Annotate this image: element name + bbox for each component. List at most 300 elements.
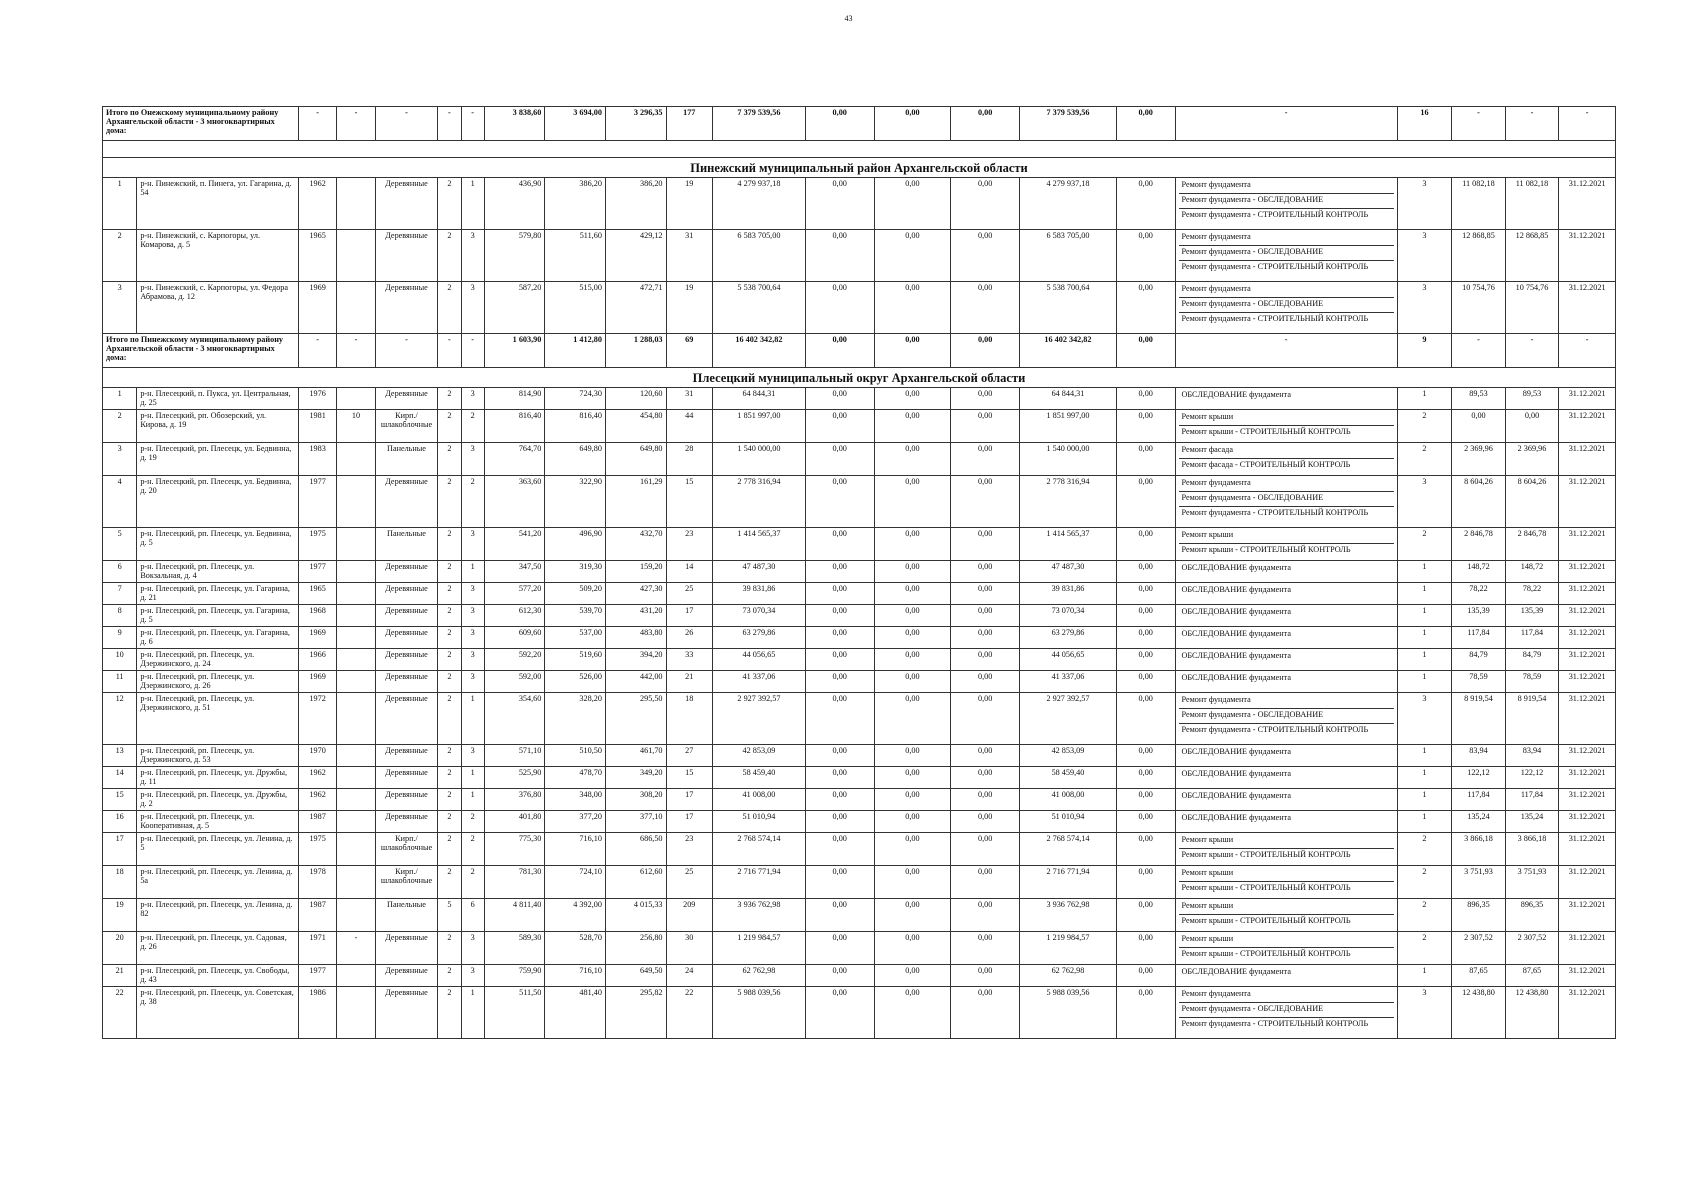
row-unit-cost: 11 082,18 bbox=[1452, 178, 1506, 230]
work-item: Ремонт фундамента - ОБСЛЕДОВАНИЕ bbox=[1179, 492, 1394, 507]
row-cost-other: 0,00 bbox=[1116, 932, 1175, 965]
page-number: 43 bbox=[844, 14, 853, 23]
row-cost-other: 0,00 bbox=[1116, 866, 1175, 899]
row-cost-other: 0,00 bbox=[1116, 230, 1175, 282]
row-works-count: 1 bbox=[1397, 388, 1452, 410]
row-cost-municipal: 0,00 bbox=[951, 767, 1020, 789]
row-cost-regional: 0,00 bbox=[874, 528, 951, 561]
row-year-built: 1976 bbox=[298, 388, 336, 410]
row-residents: 33 bbox=[666, 649, 712, 671]
row-works-count: 3 bbox=[1397, 230, 1452, 282]
row-residents: 21 bbox=[666, 671, 712, 693]
row-year-built: 1986 bbox=[298, 987, 336, 1039]
row-cost-total: 1 219 984,57 bbox=[712, 932, 805, 965]
row-floors: 2 bbox=[438, 178, 461, 230]
row-entrances: 3 bbox=[461, 605, 484, 627]
row-unit-cost: 89,53 bbox=[1452, 388, 1506, 410]
row-works-count: 1 bbox=[1397, 811, 1452, 833]
row-area-total: 354,60 bbox=[484, 693, 545, 745]
row-completion-date: 31.12.2021 bbox=[1559, 866, 1616, 899]
row-cost-total: 6 583 705,00 bbox=[712, 230, 805, 282]
row-address: р-н. Плесецкий, рп. Плесецк, ул. Вокзальная, д. 4 bbox=[137, 561, 299, 583]
row-area-premises: 528,70 bbox=[545, 932, 606, 965]
row-unit-cost-limit: 78,59 bbox=[1505, 671, 1559, 693]
work-item: Ремонт фундамента - СТРОИТЕЛЬНЫЙ КОНТРОЛЬ bbox=[1181, 314, 1369, 323]
row-number: 7 bbox=[103, 583, 137, 605]
row-number: 19 bbox=[103, 899, 137, 932]
row-entrances: 1 bbox=[461, 693, 484, 745]
register-body bbox=[103, 107, 1616, 1039]
row-floors: 2 bbox=[438, 767, 461, 789]
row-unit-cost-limit: 896,35 bbox=[1505, 899, 1559, 932]
row-cost-regional: 0,00 bbox=[874, 583, 951, 605]
total-cost: 16 402 342,82 bbox=[712, 334, 805, 368]
row-floors: 2 bbox=[438, 649, 461, 671]
row-residents: 27 bbox=[666, 745, 712, 767]
row-unit-cost: 135,24 bbox=[1452, 811, 1506, 833]
row-works-count: 1 bbox=[1397, 767, 1452, 789]
row-area-total: 347,50 bbox=[484, 561, 545, 583]
work-item: ОБСЛЕДОВАНИЕ фундамента bbox=[1181, 390, 1291, 399]
row-floors: 2 bbox=[438, 833, 461, 866]
table-row bbox=[103, 767, 1616, 789]
row-area-total: 589,30 bbox=[484, 932, 545, 965]
row-cost-municipal: 0,00 bbox=[951, 410, 1020, 443]
work-item: ОБСЛЕДОВАНИЕ фундамента bbox=[1181, 629, 1291, 638]
row-entrances: 6 bbox=[461, 899, 484, 932]
row-cost-owners: 58 459,40 bbox=[1019, 767, 1116, 789]
row-floors: 2 bbox=[438, 987, 461, 1039]
total-area: 3 838,60 bbox=[484, 107, 545, 141]
row-number: 3 bbox=[103, 282, 137, 334]
row-cost-regional: 0,00 bbox=[874, 987, 951, 1039]
row-floors: 2 bbox=[438, 811, 461, 833]
total-dash: - bbox=[461, 107, 484, 141]
row-floors: 2 bbox=[438, 671, 461, 693]
work-item: Ремонт фундамента bbox=[1179, 231, 1394, 246]
row-number: 20 bbox=[103, 932, 137, 965]
row-cost-owners: 62 762,98 bbox=[1019, 965, 1116, 987]
row-unit-cost-limit: 10 754,76 bbox=[1505, 282, 1559, 334]
row-unit-cost: 12 438,80 bbox=[1452, 987, 1506, 1039]
section-title: Плесецкий муниципальный округ Архангельской области bbox=[103, 368, 1616, 388]
row-cost-owners: 64 844,31 bbox=[1019, 388, 1116, 410]
row-area-total: 592,20 bbox=[484, 649, 545, 671]
row-unit-cost: 896,35 bbox=[1452, 899, 1506, 932]
row-cost-owners: 6 583 705,00 bbox=[1019, 230, 1116, 282]
row-wall-material: Панельные bbox=[375, 443, 438, 476]
row-residents: 209 bbox=[666, 899, 712, 932]
row-area-residential: 429,12 bbox=[605, 230, 666, 282]
row-unit-cost-limit: 11 082,18 bbox=[1505, 178, 1559, 230]
row-works bbox=[1175, 410, 1397, 443]
row-year-overhaul bbox=[337, 811, 375, 833]
row-area-premises: 816,40 bbox=[545, 410, 606, 443]
total-label: Итого по Пинежскому муниципальному району Архангельской области - 3 многоквартирных дома: bbox=[103, 334, 299, 368]
row-wall-material: Деревянные bbox=[375, 745, 438, 767]
row-unit-cost-limit: 2 369,96 bbox=[1505, 443, 1559, 476]
row-cost-total: 58 459,40 bbox=[712, 767, 805, 789]
row-year-overhaul bbox=[337, 388, 375, 410]
row-works-count: 1 bbox=[1397, 583, 1452, 605]
table-row bbox=[103, 899, 1616, 932]
work-item: Ремонт крыши bbox=[1179, 900, 1394, 915]
row-works-count: 3 bbox=[1397, 282, 1452, 334]
row-unit-cost: 3 866,18 bbox=[1452, 833, 1506, 866]
row-number: 14 bbox=[103, 767, 137, 789]
row-cost-federal: 0,00 bbox=[805, 965, 874, 987]
row-area-residential: 454,80 bbox=[605, 410, 666, 443]
work-item: Ремонт крыши bbox=[1179, 411, 1394, 426]
row-area-total: 775,30 bbox=[484, 833, 545, 866]
row-area-premises: 716,10 bbox=[545, 965, 606, 987]
row-cost-municipal: 0,00 bbox=[951, 583, 1020, 605]
row-entrances: 3 bbox=[461, 965, 484, 987]
table-row bbox=[103, 528, 1616, 561]
row-unit-cost-limit: 12 438,80 bbox=[1505, 987, 1559, 1039]
row-entrances: 2 bbox=[461, 866, 484, 899]
row-address: р-н. Плесецкий, рп. Плесецк, ул. Дружбы, д. 2 bbox=[137, 789, 299, 811]
row-cost-owners: 2 927 392,57 bbox=[1019, 693, 1116, 745]
row-cost-federal: 0,00 bbox=[805, 745, 874, 767]
row-area-total: 401,80 bbox=[484, 811, 545, 833]
row-works bbox=[1175, 627, 1397, 649]
row-wall-material: Кирп./шлакоблочные bbox=[375, 410, 438, 443]
row-cost-municipal: 0,00 bbox=[951, 789, 1020, 811]
row-cost-municipal: 0,00 bbox=[951, 605, 1020, 627]
row-entrances: 2 bbox=[461, 833, 484, 866]
row-floors: 2 bbox=[438, 965, 461, 987]
row-year-built: 1966 bbox=[298, 649, 336, 671]
row-cost-other: 0,00 bbox=[1116, 693, 1175, 745]
row-address: р-н. Плесецкий, рп. Плесецк, ул. Гагарина, д. 6 bbox=[137, 627, 299, 649]
row-cost-total: 5 538 700,64 bbox=[712, 282, 805, 334]
row-residents: 18 bbox=[666, 693, 712, 745]
work-item: Ремонт фундамента - СТРОИТЕЛЬНЫЙ КОНТРОЛЬ bbox=[1181, 210, 1369, 219]
row-residents: 28 bbox=[666, 443, 712, 476]
row-area-total: 4 811,40 bbox=[484, 899, 545, 932]
row-works-count: 2 bbox=[1397, 410, 1452, 443]
total-area-residential: 3 296,35 bbox=[605, 107, 666, 141]
section-title: Пинежский муниципальный район Архангельской области bbox=[103, 158, 1616, 178]
row-residents: 24 bbox=[666, 965, 712, 987]
row-wall-material: Деревянные bbox=[375, 649, 438, 671]
table-row bbox=[103, 627, 1616, 649]
row-cost-total: 73 070,34 bbox=[712, 605, 805, 627]
row-address: р-н. Плесецкий, рп. Плесецк, ул. Ленина, д. 82 bbox=[137, 899, 299, 932]
row-area-premises: 328,20 bbox=[545, 693, 606, 745]
row-unit-cost: 8 919,54 bbox=[1452, 693, 1506, 745]
row-wall-material: Кирп./шлакоблочные bbox=[375, 866, 438, 899]
row-cost-other: 0,00 bbox=[1116, 583, 1175, 605]
work-item: Ремонт фундамента - ОБСЛЕДОВАНИЕ bbox=[1179, 709, 1394, 724]
total-dash: - bbox=[337, 107, 375, 141]
table-row bbox=[103, 965, 1616, 987]
row-residents: 23 bbox=[666, 528, 712, 561]
row-number: 13 bbox=[103, 745, 137, 767]
row-cost-total: 1 414 565,37 bbox=[712, 528, 805, 561]
table-row bbox=[103, 987, 1616, 1039]
row-cost-owners: 63 279,86 bbox=[1019, 627, 1116, 649]
row-number: 5 bbox=[103, 528, 137, 561]
row-wall-material: Деревянные bbox=[375, 605, 438, 627]
table-row bbox=[103, 230, 1616, 282]
total-area-residential: 1 288,03 bbox=[605, 334, 666, 368]
row-unit-cost-limit: 87,65 bbox=[1505, 965, 1559, 987]
row-works bbox=[1175, 605, 1397, 627]
table-row bbox=[103, 745, 1616, 767]
total-label: Итого по Онежскому муниципальному району Архангельской области - 3 многоквартирных дома: bbox=[103, 107, 299, 141]
row-address: р-н. Плесецкий, рп. Плесецк, ул. Садовая, д. 26 bbox=[137, 932, 299, 965]
row-cost-owners: 1 540 000,00 bbox=[1019, 443, 1116, 476]
row-cost-total: 5 988 039,56 bbox=[712, 987, 805, 1039]
table-row bbox=[103, 388, 1616, 410]
row-entrances: 3 bbox=[461, 282, 484, 334]
row-year-overhaul bbox=[337, 476, 375, 528]
work-item: Ремонт фундамента - СТРОИТЕЛЬНЫЙ КОНТРОЛЬ bbox=[1181, 508, 1369, 517]
work-item: Ремонт фундамента bbox=[1179, 694, 1394, 709]
work-item: Ремонт крыши - СТРОИТЕЛЬНЫЙ КОНТРОЛЬ bbox=[1181, 916, 1351, 925]
row-year-built: 1981 bbox=[298, 410, 336, 443]
row-wall-material: Деревянные bbox=[375, 561, 438, 583]
row-cost-regional: 0,00 bbox=[874, 443, 951, 476]
table-row bbox=[103, 583, 1616, 605]
row-entrances: 3 bbox=[461, 528, 484, 561]
row-year-built: 1968 bbox=[298, 605, 336, 627]
row-cost-regional: 0,00 bbox=[874, 767, 951, 789]
spacer-row bbox=[103, 141, 1616, 158]
total-row bbox=[103, 107, 1616, 141]
row-unit-cost-limit: 135,39 bbox=[1505, 605, 1559, 627]
row-number: 2 bbox=[103, 410, 137, 443]
row-works-count: 1 bbox=[1397, 745, 1452, 767]
row-works bbox=[1175, 833, 1397, 866]
row-area-residential: 377,10 bbox=[605, 811, 666, 833]
total-residents: 69 bbox=[666, 334, 712, 368]
row-address: р-н. Плесецкий, рп. Плесецк, ул. Бедвинна, д. 5 bbox=[137, 528, 299, 561]
row-address: р-н. Плесецкий, рп. Плесецк, ул. Ленина, д. 5а bbox=[137, 866, 299, 899]
row-cost-federal: 0,00 bbox=[805, 987, 874, 1039]
row-works-count: 3 bbox=[1397, 987, 1452, 1039]
row-unit-cost: 3 751,93 bbox=[1452, 866, 1506, 899]
row-address: р-н. Плесецкий, рп. Плесецк, ул. Гагарина, д. 5 bbox=[137, 605, 299, 627]
row-cost-regional: 0,00 bbox=[874, 476, 951, 528]
row-cost-owners: 42 853,09 bbox=[1019, 745, 1116, 767]
row-works bbox=[1175, 987, 1397, 1039]
row-address: р-н. Пинежский, п. Пинега, ул. Гагарина, д. 54 bbox=[137, 178, 299, 230]
row-number: 6 bbox=[103, 561, 137, 583]
row-cost-total: 51 010,94 bbox=[712, 811, 805, 833]
table-row bbox=[103, 476, 1616, 528]
row-residents: 23 bbox=[666, 833, 712, 866]
table-row bbox=[103, 443, 1616, 476]
row-area-premises: 481,40 bbox=[545, 987, 606, 1039]
work-item: ОБСЛЕДОВАНИЕ фундамента bbox=[1181, 673, 1291, 682]
table-row bbox=[103, 932, 1616, 965]
row-area-residential: 427,30 bbox=[605, 583, 666, 605]
row-unit-cost-limit: 3 866,18 bbox=[1505, 833, 1559, 866]
row-cost-other: 0,00 bbox=[1116, 388, 1175, 410]
row-cost-owners: 44 056,65 bbox=[1019, 649, 1116, 671]
work-item: ОБСЛЕДОВАНИЕ фундамента bbox=[1181, 607, 1291, 616]
row-cost-total: 64 844,31 bbox=[712, 388, 805, 410]
row-floors: 2 bbox=[438, 866, 461, 899]
row-entrances: 1 bbox=[461, 987, 484, 1039]
row-unit-cost-limit: 122,12 bbox=[1505, 767, 1559, 789]
row-residents: 17 bbox=[666, 789, 712, 811]
row-address: р-н. Плесецкий, рп. Плесецк, ул. Дзержинского, д. 53 bbox=[137, 745, 299, 767]
row-works-count: 1 bbox=[1397, 561, 1452, 583]
row-area-total: 781,30 bbox=[484, 866, 545, 899]
row-area-premises: 519,60 bbox=[545, 649, 606, 671]
row-completion-date: 31.12.2021 bbox=[1559, 388, 1616, 410]
row-area-premises: 515,00 bbox=[545, 282, 606, 334]
row-works bbox=[1175, 767, 1397, 789]
row-number: 18 bbox=[103, 866, 137, 899]
row-wall-material: Деревянные bbox=[375, 789, 438, 811]
row-unit-cost-limit: 2 846,78 bbox=[1505, 528, 1559, 561]
row-cost-total: 41 008,00 bbox=[712, 789, 805, 811]
row-cost-regional: 0,00 bbox=[874, 965, 951, 987]
work-item: Ремонт фундамента - СТРОИТЕЛЬНЫЙ КОНТРОЛЬ bbox=[1181, 725, 1369, 734]
row-completion-date: 31.12.2021 bbox=[1559, 965, 1616, 987]
row-cost-regional: 0,00 bbox=[874, 178, 951, 230]
row-cost-regional: 0,00 bbox=[874, 789, 951, 811]
row-works bbox=[1175, 443, 1397, 476]
row-unit-cost-limit: 3 751,93 bbox=[1505, 866, 1559, 899]
total-area-premises: 3 694,00 bbox=[545, 107, 606, 141]
row-unit-cost-limit: 84,79 bbox=[1505, 649, 1559, 671]
work-item: Ремонт фасада - СТРОИТЕЛЬНЫЙ КОНТРОЛЬ bbox=[1181, 460, 1351, 469]
row-cost-other: 0,00 bbox=[1116, 627, 1175, 649]
row-area-premises: 537,00 bbox=[545, 627, 606, 649]
row-cost-municipal: 0,00 bbox=[951, 833, 1020, 866]
row-completion-date: 31.12.2021 bbox=[1559, 899, 1616, 932]
row-year-built: 1969 bbox=[298, 282, 336, 334]
row-cost-federal: 0,00 bbox=[805, 811, 874, 833]
total-cost-federal: 0,00 bbox=[805, 334, 874, 368]
row-works-count: 1 bbox=[1397, 605, 1452, 627]
row-year-overhaul: - bbox=[337, 932, 375, 965]
row-completion-date: 31.12.2021 bbox=[1559, 178, 1616, 230]
row-cost-other: 0,00 bbox=[1116, 410, 1175, 443]
row-area-residential: 649,80 bbox=[605, 443, 666, 476]
row-year-built: 1962 bbox=[298, 178, 336, 230]
row-cost-other: 0,00 bbox=[1116, 987, 1175, 1039]
row-unit-cost-limit: 148,72 bbox=[1505, 561, 1559, 583]
row-cost-owners: 41 008,00 bbox=[1019, 789, 1116, 811]
work-item: Ремонт крыши bbox=[1179, 867, 1394, 882]
row-address: р-н. Плесецкий, рп. Плесецк, ул. Дружбы, д. 11 bbox=[137, 767, 299, 789]
row-year-built: 1965 bbox=[298, 230, 336, 282]
row-entrances: 3 bbox=[461, 388, 484, 410]
row-area-total: 592,00 bbox=[484, 671, 545, 693]
row-number: 2 bbox=[103, 230, 137, 282]
row-cost-municipal: 0,00 bbox=[951, 987, 1020, 1039]
row-address: р-н. Плесецкий, рп. Плесецк, ул. Советская, д. 38 bbox=[137, 987, 299, 1039]
row-number: 4 bbox=[103, 476, 137, 528]
total-dash: - bbox=[1505, 107, 1559, 141]
row-area-total: 436,90 bbox=[484, 178, 545, 230]
row-unit-cost-limit: 8 604,26 bbox=[1505, 476, 1559, 528]
row-cost-other: 0,00 bbox=[1116, 443, 1175, 476]
work-item: Ремонт фундамента - ОБСЛЕДОВАНИЕ bbox=[1179, 1003, 1394, 1018]
row-wall-material: Деревянные bbox=[375, 388, 438, 410]
total-dash: - bbox=[461, 334, 484, 368]
table-row bbox=[103, 178, 1616, 230]
row-cost-municipal: 0,00 bbox=[951, 671, 1020, 693]
row-works-count: 2 bbox=[1397, 443, 1452, 476]
row-area-premises: 322,90 bbox=[545, 476, 606, 528]
row-cost-regional: 0,00 bbox=[874, 866, 951, 899]
row-cost-owners: 51 010,94 bbox=[1019, 811, 1116, 833]
table-row bbox=[103, 693, 1616, 745]
row-unit-cost: 87,65 bbox=[1452, 965, 1506, 987]
row-cost-federal: 0,00 bbox=[805, 899, 874, 932]
section-header-row bbox=[103, 158, 1616, 178]
work-item: Ремонт фасада bbox=[1179, 444, 1394, 459]
row-cost-regional: 0,00 bbox=[874, 899, 951, 932]
row-unit-cost-limit: 135,24 bbox=[1505, 811, 1559, 833]
row-unit-cost-limit: 117,84 bbox=[1505, 789, 1559, 811]
row-works bbox=[1175, 811, 1397, 833]
row-floors: 2 bbox=[438, 605, 461, 627]
row-year-overhaul bbox=[337, 583, 375, 605]
row-year-overhaul bbox=[337, 230, 375, 282]
row-cost-municipal: 0,00 bbox=[951, 932, 1020, 965]
work-item: Ремонт фундамента - ОБСЛЕДОВАНИЕ bbox=[1179, 246, 1394, 261]
row-works bbox=[1175, 899, 1397, 932]
row-year-overhaul bbox=[337, 789, 375, 811]
row-year-built: 1965 bbox=[298, 583, 336, 605]
total-dash: - bbox=[1559, 107, 1616, 141]
row-address: р-н. Плесецкий, рп. Плесецк, ул. Свободы, д. 43 bbox=[137, 965, 299, 987]
row-cost-total: 62 762,98 bbox=[712, 965, 805, 987]
row-cost-federal: 0,00 bbox=[805, 866, 874, 899]
row-unit-cost: 2 846,78 bbox=[1452, 528, 1506, 561]
total-cost: 7 379 539,56 bbox=[712, 107, 805, 141]
row-unit-cost: 2 369,96 bbox=[1452, 443, 1506, 476]
row-cost-other: 0,00 bbox=[1116, 811, 1175, 833]
row-cost-municipal: 0,00 bbox=[951, 649, 1020, 671]
row-year-overhaul bbox=[337, 282, 375, 334]
row-completion-date: 31.12.2021 bbox=[1559, 282, 1616, 334]
total-dash: - bbox=[1559, 334, 1616, 368]
total-cost-owners: 7 379 539,56 bbox=[1019, 107, 1116, 141]
table-row bbox=[103, 561, 1616, 583]
row-area-premises: 386,20 bbox=[545, 178, 606, 230]
row-wall-material: Кирп./шлакоблочные bbox=[375, 833, 438, 866]
row-year-built: 1962 bbox=[298, 789, 336, 811]
work-item: ОБСЛЕДОВАНИЕ фундамента bbox=[1181, 813, 1291, 822]
row-works bbox=[1175, 178, 1397, 230]
row-wall-material: Деревянные bbox=[375, 965, 438, 987]
row-floors: 2 bbox=[438, 443, 461, 476]
row-area-total: 363,60 bbox=[484, 476, 545, 528]
row-completion-date: 31.12.2021 bbox=[1559, 987, 1616, 1039]
work-item: ОБСЛЕДОВАНИЕ фундамента bbox=[1181, 563, 1291, 572]
row-area-total: 612,30 bbox=[484, 605, 545, 627]
total-works-count: 16 bbox=[1397, 107, 1452, 141]
row-area-residential: 483,80 bbox=[605, 627, 666, 649]
row-area-residential: 649,50 bbox=[605, 965, 666, 987]
row-residents: 31 bbox=[666, 388, 712, 410]
row-works bbox=[1175, 789, 1397, 811]
work-item: ОБСЛЕДОВАНИЕ фундамента bbox=[1181, 747, 1291, 756]
row-cost-other: 0,00 bbox=[1116, 899, 1175, 932]
row-cost-owners: 2 768 574,14 bbox=[1019, 833, 1116, 866]
row-address: р-н. Плесецкий, рп. Обозерский, ул. Кирова, д. 19 bbox=[137, 410, 299, 443]
